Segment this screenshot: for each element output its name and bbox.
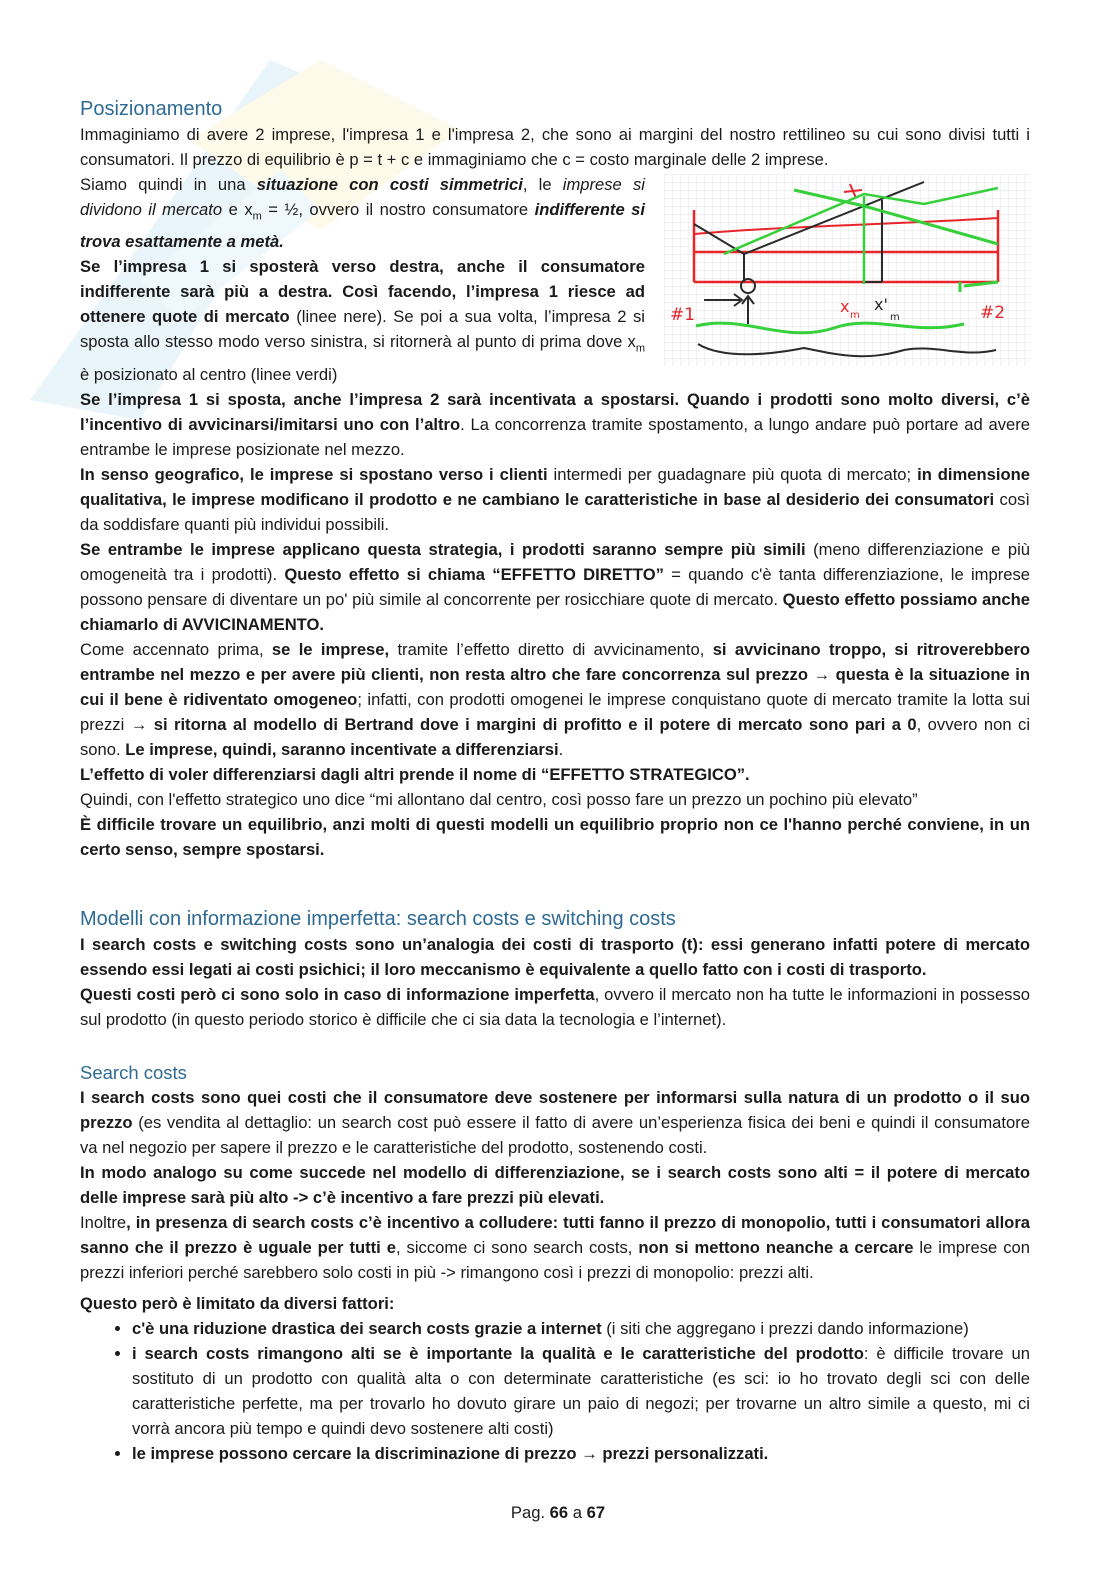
paragraph: Come accennato prima, se le imprese, tramite l’effetto diretto di avvicinamento, si avvicinano troppo, si ritroverebbero entrambe nel mezzo e per avere più clienti, non resta altro che fare concorrenza sul prezzo → questa è la situazione in cui il bene è ridiventato omogeneo; infatti, con prodotti omogenei le imprese conquistano quote di mercato tramite la lotta sui prezzi → si ritorna al modello di Bertrand dove i margini di profitto e il potere di mercato sono pari a 0, ovvero non ci sono. Le imprese, quindi, saranno incentivate a differenziarsi. [80,639,1031,759]
page-footer: Pag. 66 a 67 [510,1503,606,1522]
paragraph: Questo però è limitato da diversi fattori: [80,1293,395,1313]
paragraph: Siamo quindi in una situazione con costi simmetrici, le imprese si dividono il mercato e $x_m$ = ½, ovvero il nostro consumatore indifferente si trova esattamente a metà. [80,175,646,252]
label-xm-prime-sub: m [890,312,900,323]
paragraph: In senso geografico, le imprese si spostano verso i clienti intermedi per guadagnare più quota di mercato; in dimensione qualitativa, le imprese modificano il prodotto e ne cambiano le caratteristiche in base al desiderio dei consumatori così da soddisfare quanti più individui possibili. [80,464,1030,534]
section-title-posizionamento: Posizionamento [80,98,223,120]
paragraph: L’effetto di voler differenziarsi dagli altri prende il nome di “EFFETTO STRATEGICO”. [80,764,750,784]
label-xm-sub: m [850,310,860,321]
paragraph: Se l’impresa 1 si sposta, anche l’impresa 2 sarà incentivata a spostarsi. Quando i prodotti sono molto diversi, c’è l’incentivo di avvicinarsi/imitarsi uno con l’altro. La concorrenza tramite spostamento, a lungo andare può portare ad avere entrambe le imprese posizionate nel mezzo. [80,389,1030,459]
page-number: 66 [549,1503,569,1522]
paragraph: È difficile trovare un equilibrio, anzi molti di questi modelli un equilibrio proprio non ce l'hanno perché conviene, in un certo senso, sempre spostarsi. [80,814,1030,859]
paragraph: Inoltre, in presenza di search costs c’è incentivo a colludere: tutti fanno il prezzo di monopolio, tutti i consumatori allora sanno che il prezzo è uguale per tutti e, siccome ci sono search costs, non si mettono neanche a cercare le imprese con prezzi inferiori perché sarebbero solo costi in più -> rimangono così i prezzi di monopolio: prezzi alti. [80,1212,1030,1282]
list-item: • i search costs rimangono alti se è importante la qualità e le caratteristiche del prodotto: è difficile trovare un sostituto di un prodotto con qualità alta o con determinate caratteristiche (es sci: io ho trovato degli sci con delle caratteristiche perfette, ma per trovarlo ho dovuto girare un paio di negozi; per trovarne un altro simile a questo, mi ci vorrà ancora più tempo e quindi devo sostenere alti costi) [132,1341,1030,1441]
label-xm-prime: x' [874,295,888,314]
text-with-figure [80,172,1030,387]
list-item: • c'è una riduzione drastica dei search costs grazie a internet (i siti che aggregano i prezzi dando informazione) [132,1316,1030,1341]
paragraph: Se entrambe le imprese applicano questa strategia, i prodotti saranno sempre più simili (meno differenziazione e più omogeneità tra i prodotti). Questo effetto si chiama “EFFETTO DIRETTO” = quando c'è tanta differenziazione, le imprese possono pensare di diventare un po' più simile al concorrente per rosicchiare quote di mercato. Questo effetto possiamo anche chiamarlo di AVVICINAMENTO. [80,539,1031,634]
list-item: • le imprese possono cercare la discriminazione di prezzo → prezzi personalizzati. [132,1441,1030,1466]
paragraph: Se l’impresa 1 si sposterà verso destra, anche il consumatore indifferente sarà più a destra. Così facendo, l’impresa 1 riesce ad ottenere quote di mercato (linee nere). Se poi a sua volta, l’impresa 2 si sposta allo stesso modo verso sinistra, si ritornerà al punto di prima dove $x_m$ è posizionato al centro (linee verdi) [80,257,645,384]
paragraph: In modo analogo su come succede nel modello di differenziazione, se i search costs sono alti = il potere di mercato delle imprese sarà più alto -> c’è incentivo a fare prezzi più elevati. [80,1162,1030,1207]
label-firm1: #1 [670,305,696,325]
label-firm2: #2 [980,303,1006,323]
section-title-informazione-imperfetta: Modelli con informazione imperfetta: search costs e switching costs [80,907,676,930]
factor-list [80,1316,1030,1466]
page-total: 67 [586,1503,606,1522]
paragraph: Quindi, con l'effetto strategico uno dice “mi allontano dal centro, così posso fare un prezzo un pochino più elevato” [80,789,918,809]
document-page [80,96,1030,1466]
paragraph: Questi costi però ci sono solo in caso di informazione imperfetta, ovvero il mercato non ha tutte le informazioni in possesso sul prodotto (in questo periodo storico è difficile che ci sia data la tecnologia e l’internet). [80,984,1031,1029]
float-text [80,172,645,387]
label-xm: x [840,297,850,316]
hotelling-sketch-figure [664,174,1030,366]
paragraph: Immaginiamo di avere 2 imprese, l'impresa 1 e l'impresa 2, che sono ai margini del nostro rettilineo su cui sono divisi tutti i consumatori. Il prezzo di equilibrio è p = t + c e immaginiamo che c = costo marginale delle 2 imprese. [80,125,1030,169]
paragraph: I search costs sono quei costi che il consumatore deve sostenere per informarsi sulla natura di un prodotto o il suo prezzo (es vendita al dettaglio: un search cost può essere il fatto di avere un’esperienza fisica dei beni e quindi il consumatore va nel negozio per sapere il prezzo e le caratteristiche del prodotto, sostenendo costi. [80,1087,1030,1157]
paragraph: I search costs e switching costs sono un’analogia dei costi di trasporto (t): essi generano infatti potere di mercato essendo essi legati ai costi psichici; il loro meccanismo è equivalente a quello fatto con i costi di trasporto. [80,934,1030,979]
section-title-search-costs: Search costs [80,1061,187,1083]
